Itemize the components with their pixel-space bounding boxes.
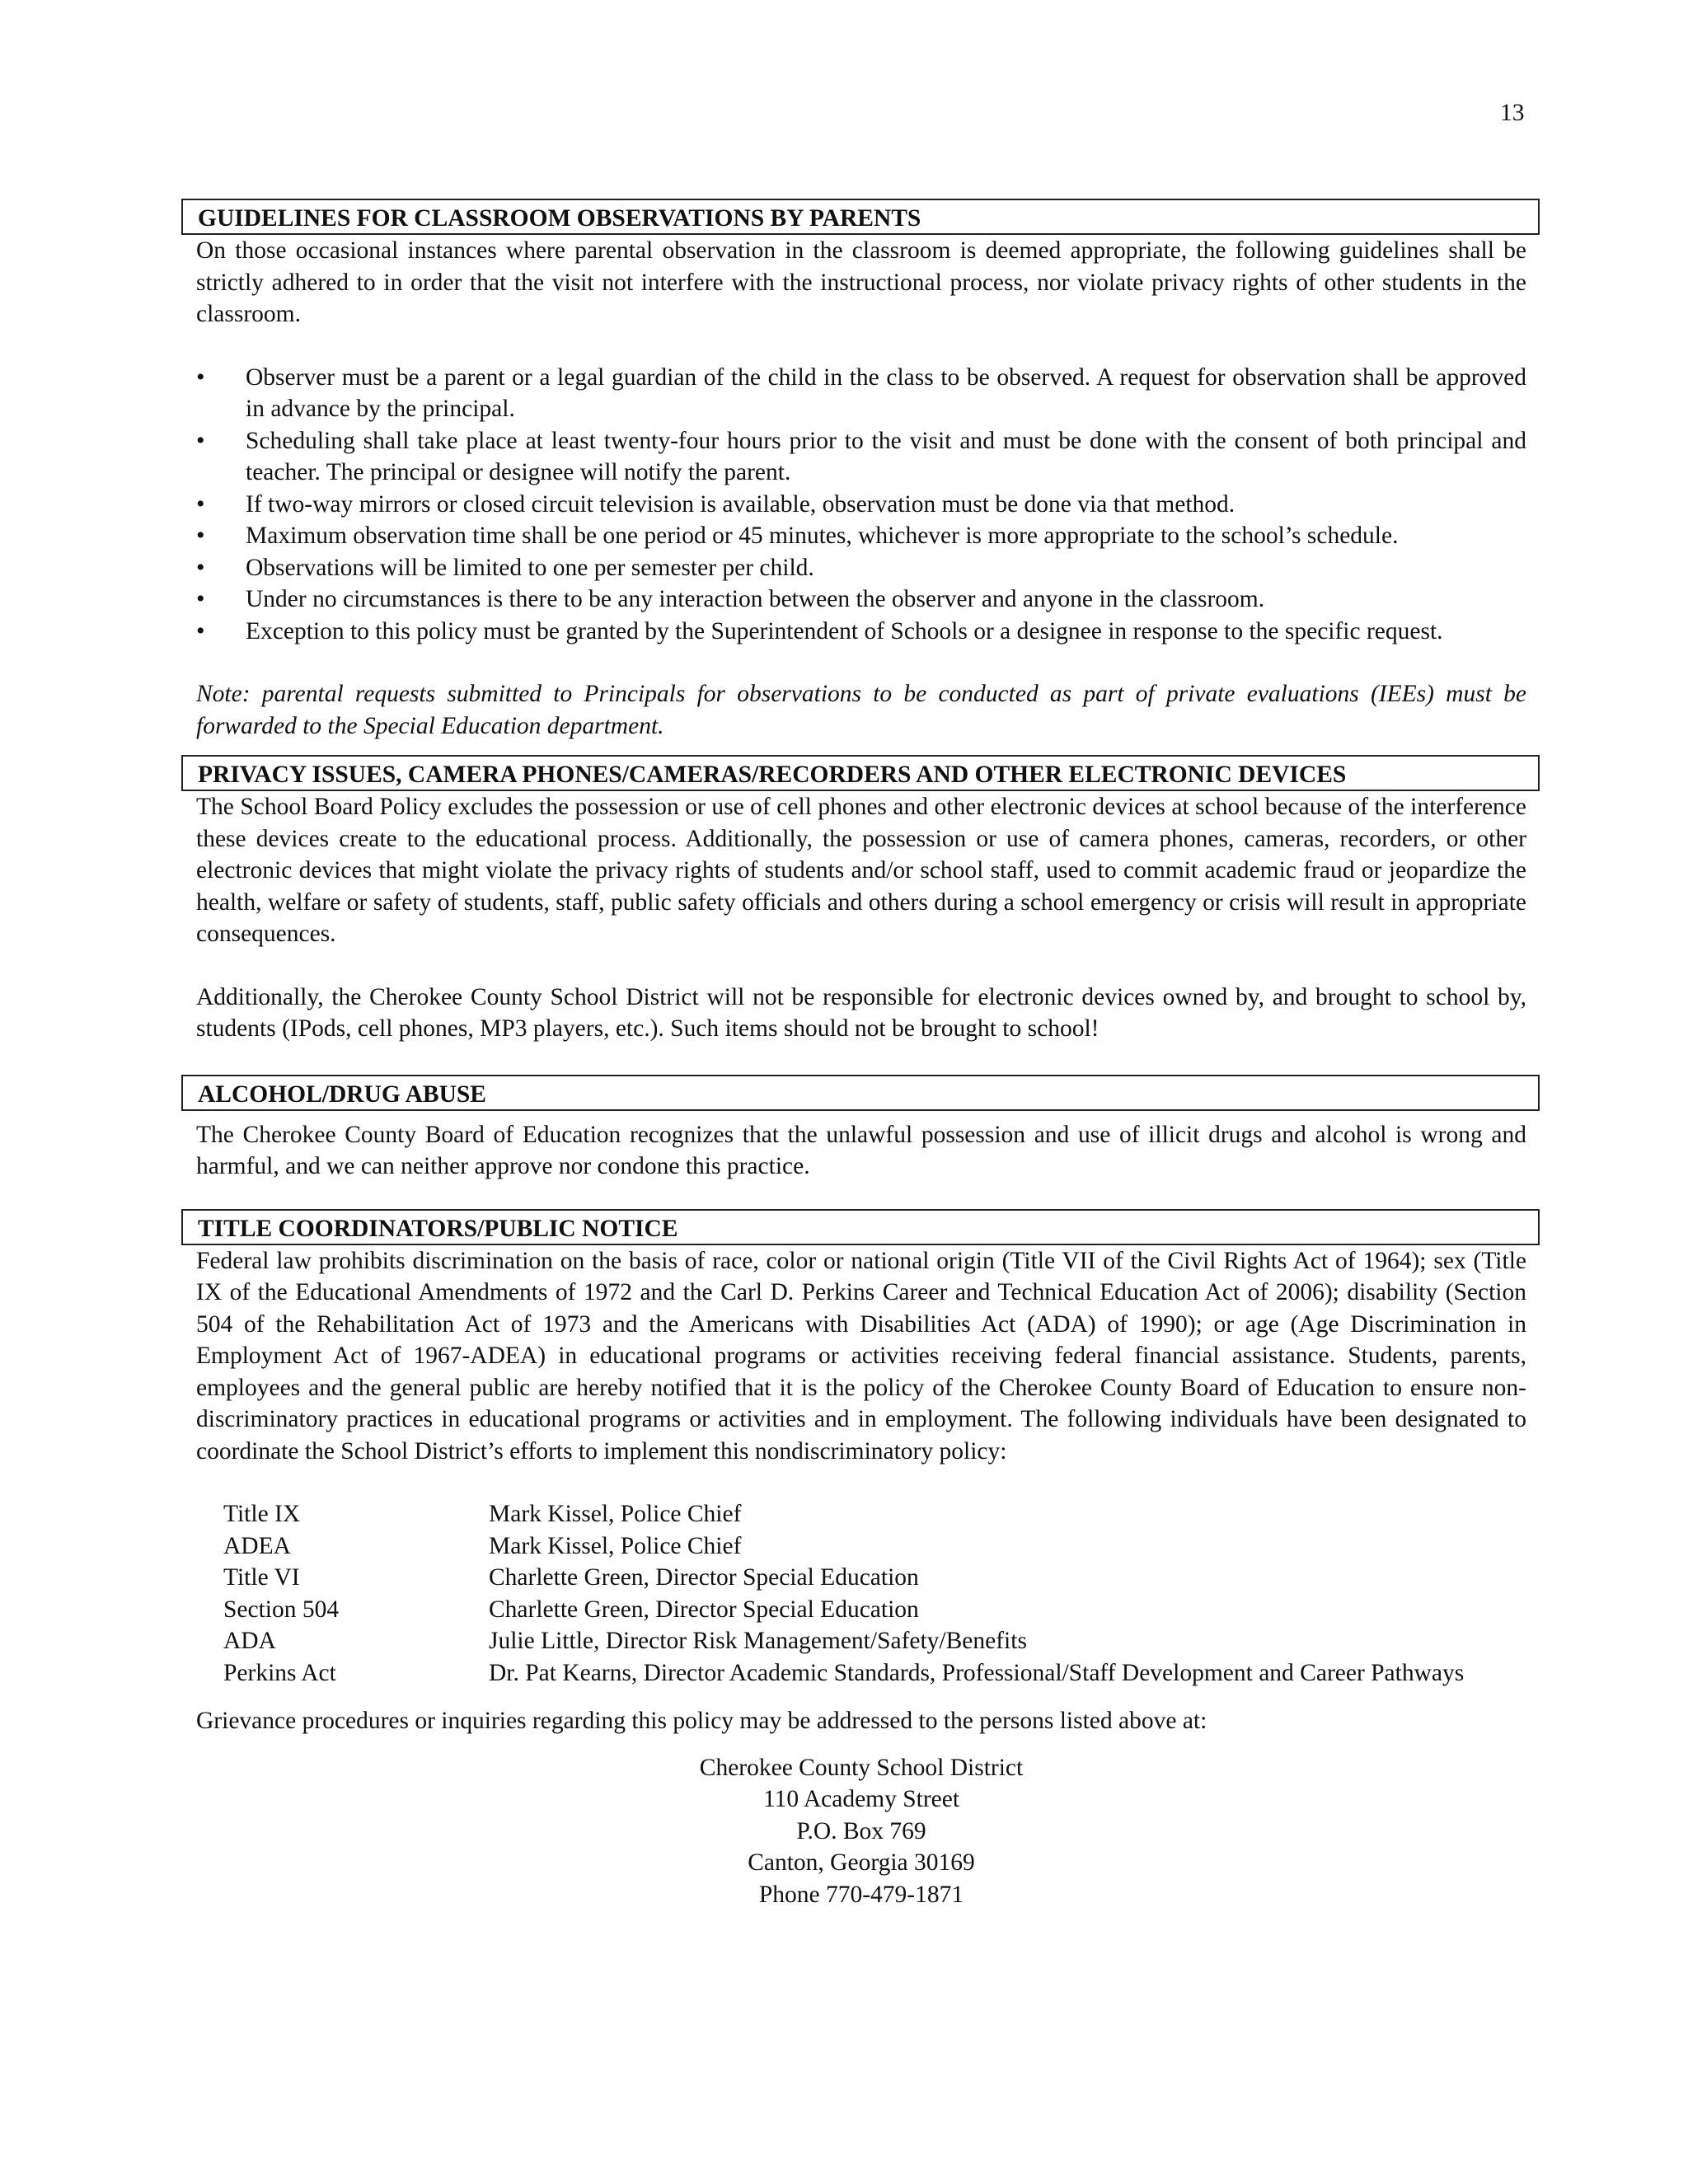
coordinator-person: Charlette Green, Director Special Education <box>489 1564 919 1591</box>
observation-guidelines-list <box>196 362 1526 648</box>
address-line: P.O. Box 769 <box>796 1817 926 1844</box>
coordinator-title: ADEA <box>223 1532 291 1559</box>
coordinator-person: Dr. Pat Kearns, Director Academic Standards, Professional/Staff Development and Career Pathways <box>489 1659 1465 1686</box>
observations-note: Note: parental requests submitted to Principals for observations to be conducted as part of private evaluations (IEEs) must be forwarded to the Special Education department. <box>196 681 1526 739</box>
section-heading-alcohol: ALCOHOL/DRUG ABUSE <box>181 1075 1540 1111</box>
coordinator-person: Mark Kissel, Police Chief <box>489 1532 742 1559</box>
list-item: • If two-way mirrors or closed circuit television is available, observation must be done via that method. <box>196 489 1526 521</box>
coordinator-title: Title IX <box>223 1501 301 1527</box>
table-row <box>223 1594 1526 1626</box>
address-line: Cherokee County School District <box>699 1754 1024 1781</box>
privacy-paragraph-1: The School Board Policy excludes the possession or use of cell phones and other electronic devices at school because of the interference these devices create to the educational process. Additionally, the possession or use of camera phones, cameras, recorders, or other electronic devices that might violate the privacy rights of students and/or school staff, used to commit academic fraud or jeopardize the health, welfare or safety of students, staff, public safety officials and others during a school emergency or crisis will result in appropriate consequences. <box>196 794 1526 947</box>
list-item: • Exception to this policy must be granted by the Superintendent of Schools or a designee in response to the specific request. <box>196 616 1526 648</box>
coordinator-title: Perkins Act <box>223 1659 336 1686</box>
list-item: • Under no circumstances is there to be any interaction between the observer and anyone in the classroom. <box>196 583 1526 616</box>
table-row <box>223 1562 1526 1594</box>
alcohol-paragraph: The Cherokee County Board of Education recognizes that the unlawful possession and use of illicit drugs and alcohol is wrong and harmful, and we can neither approve nor condone this practice. <box>196 1121 1526 1179</box>
table-row <box>223 1530 1526 1563</box>
page-number: 13 <box>1500 100 1525 126</box>
list-item: • Scheduling shall take place at least twenty-four hours prior to the visit and must be done with the consent of both principal and teacher. The principal or designee will notify the parent. <box>196 425 1526 489</box>
table-row <box>223 1657 1526 1690</box>
list-item: • Observations will be limited to one per semester per child. <box>196 552 1526 584</box>
observations-intro: On those occasional instances where parental observation in the classroom is deemed appropriate, the following guidelines shall be strictly adhered to in order that the visit not interfere with the instructional process, nor violate privacy rights of other students in the classroom. <box>196 237 1526 327</box>
section-heading-observations: GUIDELINES FOR CLASSROOM OBSERVATIONS BY PARENTS <box>181 199 1540 235</box>
list-item: • Observer must be a parent or a legal guardian of the child in the class to be observed. A request for observation shall be approved in advance by the principal. <box>196 362 1526 425</box>
section-heading-privacy: PRIVACY ISSUES, CAMERA PHONES/CAMERAS/RECORDERS AND OTHER ELECTRONIC DEVICES <box>181 755 1540 791</box>
coordinator-person: Charlette Green, Director Special Education <box>489 1596 919 1623</box>
list-item: • Maximum observation time shall be one period or 45 minutes, whichever is more appropriate to the school’s schedule. <box>196 520 1526 552</box>
coordinator-title: Title VI <box>223 1564 300 1591</box>
table-row <box>223 1625 1526 1657</box>
address-line: Phone 770-479-1871 <box>758 1881 964 1908</box>
district-address <box>196 1752 1526 1911</box>
address-line: 110 Academy Street <box>762 1786 960 1812</box>
section-heading-title-coordinators: TITLE COORDINATORS/PUBLIC NOTICE <box>181 1209 1540 1245</box>
address-line: Canton, Georgia 30169 <box>748 1849 975 1876</box>
document-body <box>196 199 1526 1910</box>
coordinator-person: Mark Kissel, Police Chief <box>489 1501 742 1527</box>
grievance-text: Grievance procedures or inquiries regarding this policy may be addressed to the persons listed above at: <box>196 1708 1207 1734</box>
coordinator-person: Julie Little, Director Risk Management/Safety/Benefits <box>489 1628 1027 1654</box>
coordinator-title: Section 504 <box>223 1596 340 1623</box>
coordinators-table <box>223 1498 1526 1689</box>
coordinator-title: ADA <box>223 1628 276 1654</box>
table-row <box>223 1498 1526 1530</box>
title-coordinators-paragraph: Federal law prohibits discrimination on the basis of race, color or national origin (Title VII of the Civil Rights Act of 1964); sex (Title IX of the Educational Amendments of 1972 and the Carl D. Perkins Career and Technical Education Act of 2006); disability (Section 504 of the Rehabilitation Act of 1973 and the Americans with Disabilities Act (ADA) of 1990); or age (Age Discrimination in Employment Act of 1967-ADEA) in educational programs or activities receiving federal financial assistance. Students, parents, employees and the general public are hereby notified that it is the policy of the Cherokee County Board of Education to ensure non-discriminatory practices in educational programs or activities and in employment. The following individuals have been designated to coordinate the School District’s efforts to implement this nondiscriminatory policy: <box>196 1247 1526 1465</box>
privacy-paragraph-2: Additionally, the Cherokee County School District will not be responsible for electronic devices owned by, and brought to school by, students (IPods, cell phones, MP3 players, etc.). Such items should not be brought to school! <box>196 983 1526 1042</box>
